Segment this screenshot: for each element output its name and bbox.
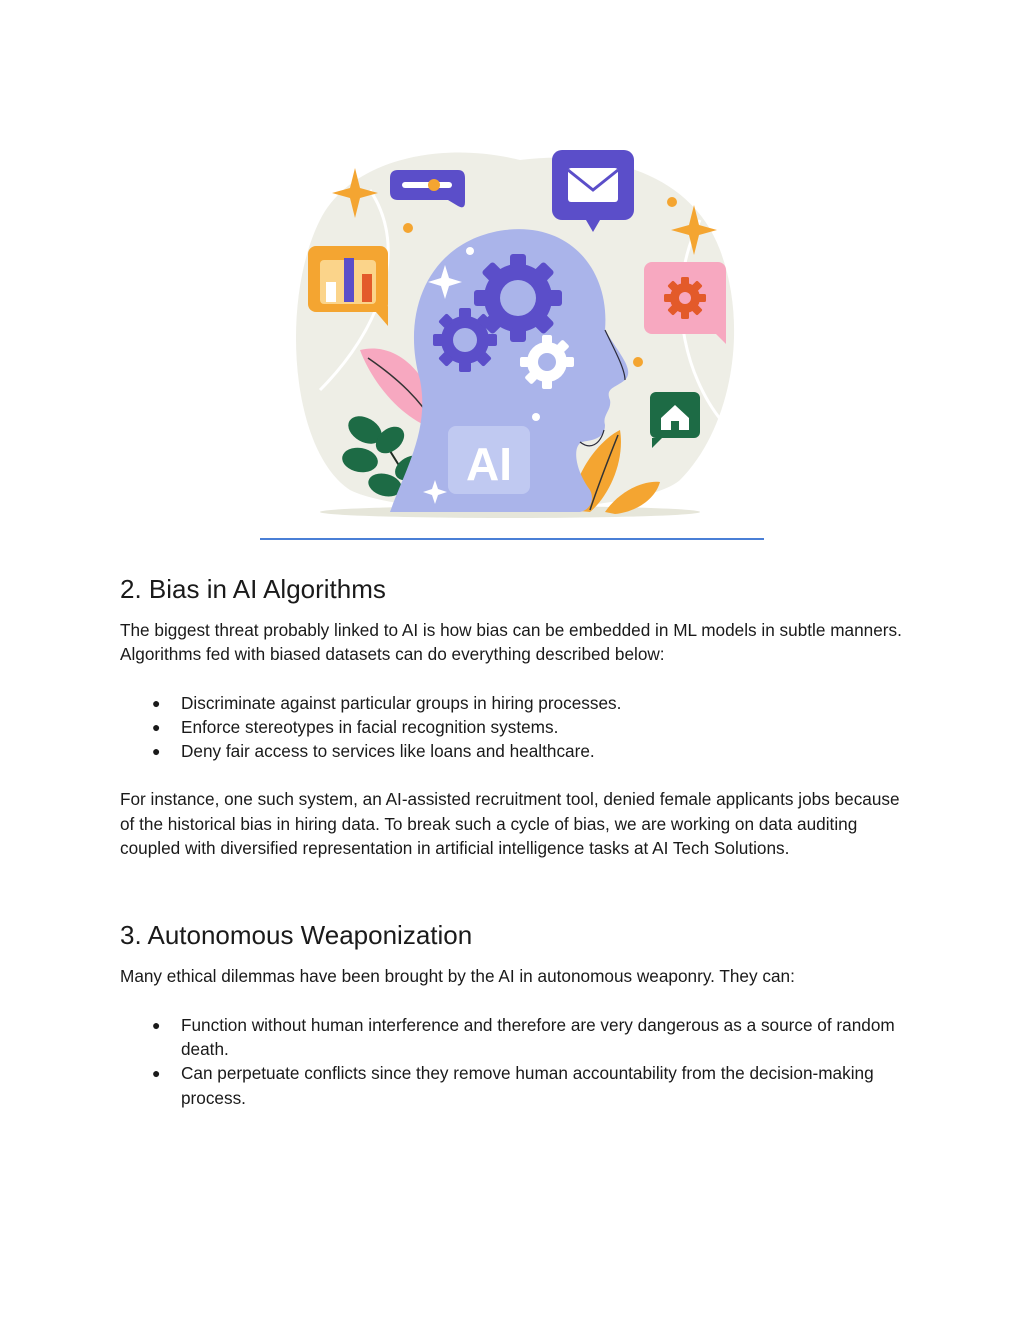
section-heading-bias: 2. Bias in AI Algorithms (120, 574, 386, 604)
bullet-icon: ● (152, 1016, 161, 1033)
list-item: ● Deny fair access to services like loans and healthcare. (120, 739, 910, 763)
section-heading-weaponization: 3. Autonomous Weaponization (120, 920, 473, 951)
section-intro-weaponization: Many ethical dilemmas have been brought by the AI in autonomous weaponry. They can: (120, 966, 795, 987)
figure-underline (260, 538, 764, 540)
document-body (120, 572, 910, 1110)
bullet-list-weaponization (120, 1013, 910, 1110)
bullet-icon: ● (152, 694, 161, 711)
list-item: ● Discriminate against particular groups in hiring processes. (120, 691, 910, 715)
bullet-icon: ● (152, 743, 161, 760)
bullet-list-bias (120, 691, 910, 764)
bullet-icon: ● (152, 1065, 161, 1082)
gear-icon-small (433, 308, 497, 372)
section-paragraph-bias: For instance, one such system, an AI-assisted recruitment tool, denied female applicants jobs because of the historical bias in hiring data. To break such a cycle of bias, we are working on data auditing coupled with diversified representation in artificial intelligence tasks at AI Tech Solutions. (120, 789, 900, 859)
settings-bubble-icon (644, 262, 726, 344)
list-item: ● Can perpetuate conflicts since they remove human accountability from the decision-making process. (152, 1063, 874, 1108)
gear-icon-large (474, 254, 562, 342)
list-item: ● Function without human interference and therefore are very dangerous as a source of random death. (152, 1014, 895, 1059)
list-item: ● Enforce stereotypes in facial recognition systems. (120, 715, 910, 739)
ai-head-illustration (260, 130, 764, 525)
envelope-icon (552, 150, 634, 232)
bullet-icon: ● (152, 718, 161, 735)
ai-label: AI (466, 438, 512, 490)
section-intro-bias: The biggest threat probably linked to AI is how bias can be embedded in ML models in subtle manners. Algorithms fed with biased datasets can do everything described below: (120, 620, 902, 665)
